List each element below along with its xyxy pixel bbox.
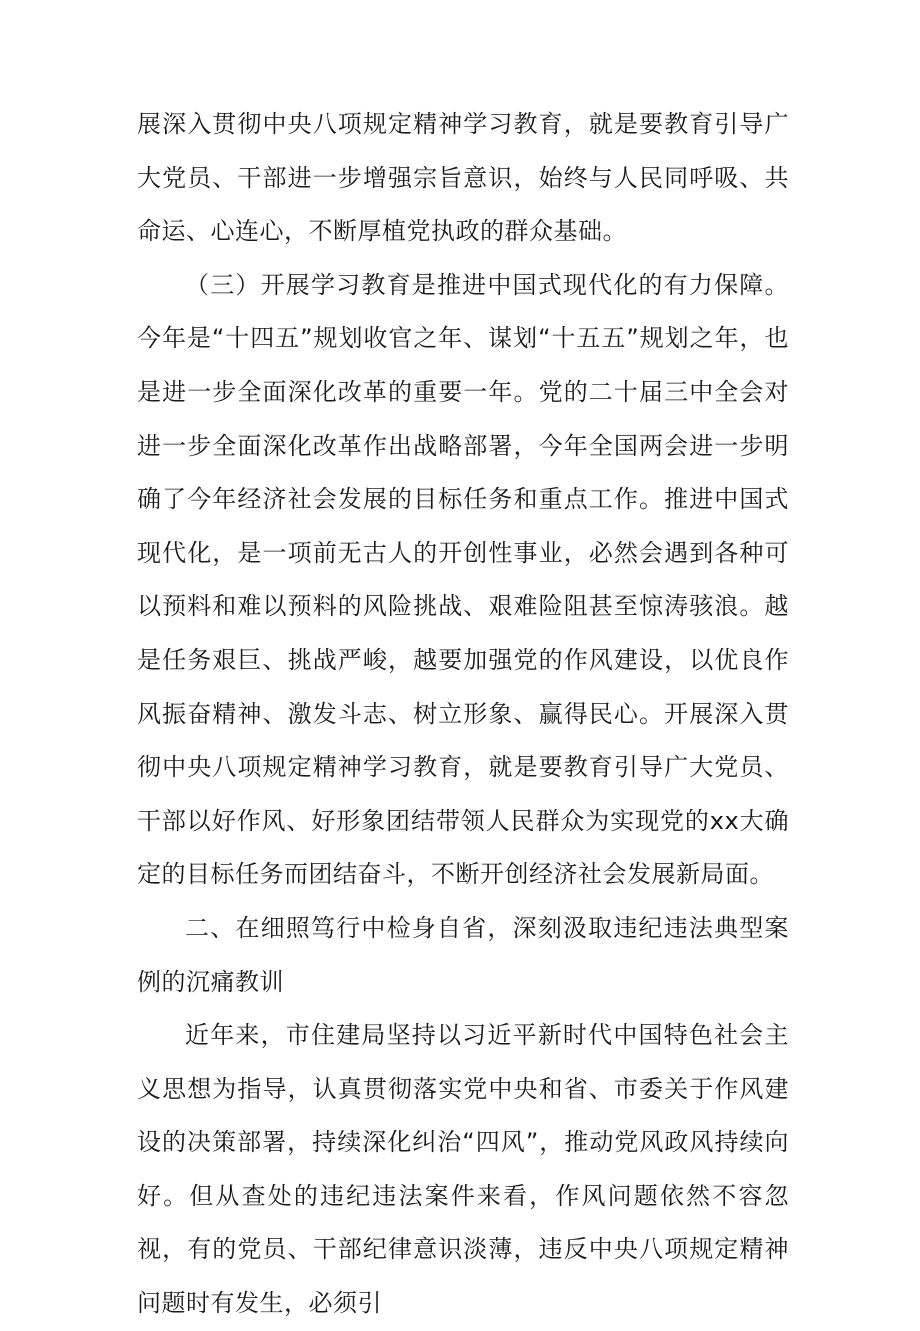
paragraph-continuation: 展深入贯彻中央八项规定精神学习教育，就是要教育引导广大党员、干部进一步增强宗旨意识，始终与人民同呼吸、共命运、心连心，不断厚植党执政的群众基础。 (137, 110, 789, 246)
paragraph-recent-years: 近年来，市住建局坚持以习近平新时代中国特色社会主义思想为指导，认真贯彻落实党中央和省、市委关于作风建设的决策部署，持续深化纠治“四风”，推动党风政风持续向好。但从查处的违纪违法案件来看，作风问题依然不容忽视，有的党员、干部纪律意识淡薄，违反中央八项规定精神问题时有发生，必须引 (137, 1021, 789, 1318)
paragraph-section-three: （三）开展学习教育是推进中国式现代化的有力保障。今年是“十四五”规划收官之年、谋划“十五五”规划之年，也是进一步全面深化改革的重要一年。党的二十届三中全会对进一步全面深化改革作出战略部署，今年全国两会进一步明确了今年经济社会发展的目标任务和重点工作。推进中国式现代化，是一项前无古人的开创性事业，必然会遇到各种可以预料和难以预料的风险挑战、艰难险阻甚至惊涛骇浪。越是任务艰巨、挑战严峻，越要加强党的作风建设，以优良作风振奋精神、激发斗志、树立形象、赢得民心。开展深入贯彻中央八项规定精神学习教育，就是要教育引导广大党员、干部以好作风、好形象团结带领人民群众为实现党的xx大确定的目标任务而团结奋斗，不断开创经济社会发展新局面。 (137, 270, 789, 889)
document-body (137, 98, 789, 1331)
section-heading-two: 二、在细照笃行中检身自省，深刻汲取违纪违法典型案例的沉痛教训 (137, 913, 789, 996)
